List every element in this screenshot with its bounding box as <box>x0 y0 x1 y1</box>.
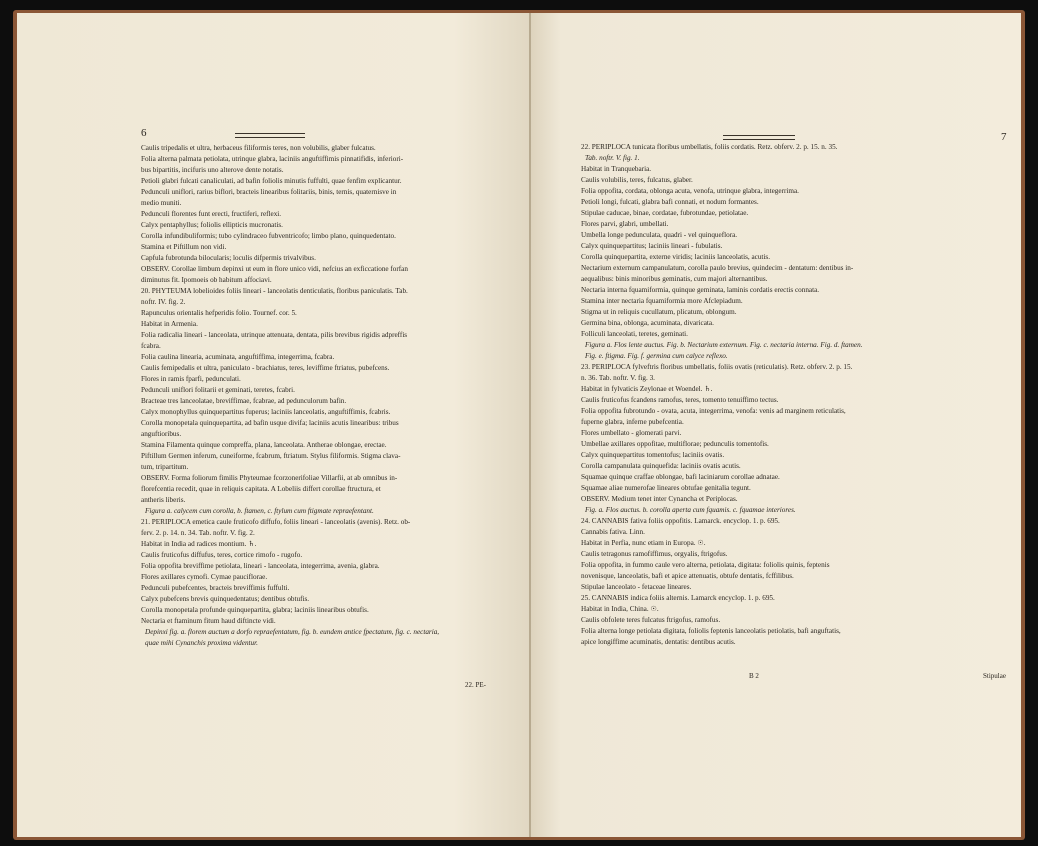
book-spread <box>13 10 1025 840</box>
text-line: Capfula fubrotunda bilocularis; loculis difpermis trivalvibus. <box>141 254 316 262</box>
text-line: Stipulae lanceolato - fetaceae lineares. <box>581 583 692 591</box>
text-line: OBSERV. Medium tenet inter Cynancha et Periplocas. <box>581 495 738 503</box>
text-line: Calyx quinquepartitus; laciniis lineari - fubulatis. <box>581 242 723 250</box>
text-line: 24. CANNABIS fativa foliis oppofitis. Lamarck. encyclop. 1. p. 695. <box>581 517 780 525</box>
text-line: n. 36. Tab. noftr. V. fig. 3. <box>581 374 655 382</box>
text-line: bus bipartitis, incifuris uno alterove dente notatis. <box>141 166 284 174</box>
left-page <box>17 13 531 837</box>
text-line: Caulis tetragonus ramofiffimus, orgyalis, ftrigofus. <box>581 550 728 558</box>
text-line: fuperne glabra, inferne pubefcentia. <box>581 418 684 426</box>
text-line: Corolla monopetala quinquepartita, ad bafin usque divifa; laciniis acutis linearibus: tribus <box>141 419 399 427</box>
text-line: fcabra. <box>141 342 161 350</box>
text-line: Figura a. Flos lente auctus. Fig. b. Nectarium externum. Fig. c. nectaria interna. Fig. d. ftamen. <box>585 341 863 349</box>
text-line: 20. PHYTEUMA lobelioides foliis lineari - lanceolatis denticulatis, floribus paniculatis. Tab. <box>141 287 408 295</box>
text-line: Stamina et Piftillum non vidi. <box>141 243 227 251</box>
text-line: OBSERV. Corollae limbum depinxi ut eum in flore unico vidi, nefcius an exficcatione forfan <box>141 265 408 273</box>
text-line: Petioli longi, fulcati, glabra bafi connati, et nodum formantes. <box>581 198 759 206</box>
signature-mark: B 2 <box>749 672 759 680</box>
text-line: Folia caulina linearia, acuminata, anguftiffima, integerrima, fcabra. <box>141 353 335 361</box>
text-line: Fig. a. Flos auctus. b. corolla aperta cum fquamis. c. fquamae interiores. <box>585 506 796 514</box>
text-line: Pedunculi uniflori folitarii et geminati, teretes, fcabri. <box>141 386 295 394</box>
text-line: Calyx pentaphyllus; foliolis ellipticis mucronatis. <box>141 221 283 229</box>
text-line: Bracteae tres lanceolatae, breviffimae, fcabrae, ad pedunculorum bafin. <box>141 397 347 405</box>
text-line: Stipulae caducae, binae, cordatae, fubrotundae, petiolatae. <box>581 209 749 217</box>
text-line: florefcentia recedit, quae in reliquis capitata. A Lobeliis differt corollae ftructura, et <box>141 485 381 493</box>
text-line: aequalibus: binis minoribus geminatis, cum majori alternantibus. <box>581 275 768 283</box>
text-line: Stamina Filamenta quinque compreffa, plana, lanceolata. Antherae oblongae, erectae. <box>141 441 387 449</box>
text-line: Pedunculi pubefcentes, bracteis breviffimis fuffulti. <box>141 584 290 592</box>
text-line: novenisque, lanceolatis, bafi et apice attenuatis, obtufe dentatis, fcffilibus. <box>581 572 794 580</box>
text-line: Calyx monophyllus quinquepartitus fuperus; laciniis lanceolatis, anguftiffimis, fcabris. <box>141 408 391 416</box>
catchword: Stipulae <box>983 672 1006 680</box>
text-line: Habitat in India, China. ☉. <box>581 605 659 613</box>
text-line: Flores parvi, glabri, umbellati. <box>581 220 669 228</box>
text-line: Caulis fruticofus diffufus, teres, cortice rimofo - rugofo. <box>141 551 303 559</box>
text-line: Calyx pubefcens brevis quinquedentatus; dentibus obtufis. <box>141 595 310 603</box>
text-line: 25. CANNABIS indica foliis alternis. Lamarck encyclop. 1. p. 695. <box>581 594 775 602</box>
text-line: 22. PERIPLOCA tunicata floribus umbellatis, foliis cordatis. Retz. obferv. 2. p. 15. n. 35. <box>581 143 838 151</box>
text-line: Folia oppofita fubrotundo - ovata, acuta, integerrima, venofa: venis ad marginem reticulatis, <box>581 407 846 415</box>
text-line: diminutus fit. Ipomoeis ob habitum affociavi. <box>141 276 272 284</box>
text-line: Corolla campanulata quinquefida: laciniis ovatis acutis. <box>581 462 741 470</box>
text-line: Tab. noftr. V. fig. 1. <box>585 154 640 162</box>
text-line: Habitat in Perfia, nunc etiam in Europa. ☉. <box>581 539 706 547</box>
text-line: Rapunculus orientalis hefperidis folio. Tournef. cor. 5. <box>141 309 297 317</box>
text-line: Squamae quinque craffae oblongae, bafi laciniarum corollae adnatae. <box>581 473 780 481</box>
text-line: Petioli glabri fulcati canaliculati, ad bafin foliolis minutis fuffulti, quae fenfim explicantur. <box>141 177 402 185</box>
text-line: Flores umbellato - glomerati parvi. <box>581 429 682 437</box>
text-line: Caulis femipedalis et ultra, paniculato - brachiatus, teres, leviffime ftriatus, pubefcens. <box>141 364 390 372</box>
text-line: ferv. 2. p. 14. n. 34. Tab. noftr. V. fig. 2. <box>141 529 255 537</box>
text-line: 23. PERIPLOCA fylveftris floribus umbellatis, foliis ovatis (reticulatis). Retz. obferv. 2. p. 15. <box>581 363 853 371</box>
text-line: Corolla infundibuliformis; tubo cylindraceo fubventricofo; limbo plano, quinquedentato. <box>141 232 396 240</box>
text-line: Folia alterna longe petiolata digitata, foliolis feptenis lanceolatis petiolatis, bafi anguftatis, <box>581 627 841 635</box>
page-number: 7 <box>1001 131 1007 143</box>
text-line: antheris liberis. <box>141 496 186 504</box>
text-line: Pedunculi uniflori, rarius biflori, bracteis linearibus folitariis, binis, ternis, quaternisve in <box>141 188 397 196</box>
text-line: Caulis tripedalis et ultra, herbaceus filiformis teres, non volubilis, glaber fulcatus. <box>141 144 376 152</box>
text-line: Nectaria interna fquamiformia, quinque geminata, laminis cordatis erectis connata. <box>581 286 820 294</box>
header-rule <box>723 135 795 140</box>
text-line: 21. PERIPLOCA emetica caule fruticofo diffufo, foliis lineari - lanceolatis (avenis). Retz. ob- <box>141 518 411 526</box>
text-line: Squamae aliae numerofae lineares obtufae genitalia tegunt. <box>581 484 751 492</box>
text-line: Habitat in fylvaticis Zeylonae et Woendel. ♄. <box>581 385 713 393</box>
right-page <box>531 13 1021 837</box>
text-line: Nectaria et ftaminum fitum haud diftincte vidi. <box>141 617 276 625</box>
text-line: Stamina inter nectaria fquamiformia more Afclepiadum. <box>581 297 743 305</box>
text-line: Depinxi fig. a. florem auctum a dorfo repraefentatum, fig. b. eundem antice fpectatum, fig. c. nectaria, <box>145 628 440 636</box>
text-line: anguftioribus. <box>141 430 182 438</box>
text-line: tum, tripartitum. <box>141 463 189 471</box>
text-line: Habitat in India ad radices montium. ♄. <box>141 540 257 548</box>
text-line: Folia oppofita, cordata, oblonga acuta, venofa, utrinque glabra, integerrima. <box>581 187 799 195</box>
text-line: Habitat in Tranquebaria. <box>581 165 652 173</box>
text-line: Folia oppofita, in fummo caule vero alterna, petiolata, digitata: foliolis quinis, feptenis <box>581 561 830 569</box>
text-line: Calyx quinquepartitus tomentofus; laciniis ovatis. <box>581 451 725 459</box>
text-line: medio muniti. <box>141 199 182 207</box>
text-line: quae mihi Cynanchis proxima videntur. <box>145 639 258 647</box>
text-line: Figura a. calycem cum corolla, b. ftamen, c. ftylum cum ftigmate repraefentant. <box>145 507 374 515</box>
text-line: Piftillum Germen inferum, cuneiforme, fcabrum, ftriatum. Stylus filiformis. Stigma clava- <box>141 452 401 460</box>
text-line: Umbellae axillares oppofitae, multiflorae; pedunculis tomentofis. <box>581 440 769 448</box>
text-line: Corolla monopetala profunde quinquepartita, glabra; laciniis linearibus obtufis. <box>141 606 369 614</box>
text-line: Caulis volubilis, teres, fulcatus, glaber. <box>581 176 693 184</box>
text-line: noftr. IV. fig. 2. <box>141 298 186 306</box>
text-line: apice longiffime acuminatis, dentatis: dentibus acutis. <box>581 638 736 646</box>
text-line: Cannabis fativa. Linn. <box>581 528 645 536</box>
text-line: Folia radicalia lineari - lanceolata, utrinque attenuata, dentata, pilis brevibus rigidis adpreffis <box>141 331 408 339</box>
text-line: Habitat in Armenia. <box>141 320 198 328</box>
text-line: OBSERV. Forma foliorum fimilis Phyteumae fcorzonerifoliae Villarfii, at ab omnibus in- <box>141 474 398 482</box>
text-line: Pedunculi florentes funt erecti, fructiferi, reflexi. <box>141 210 282 218</box>
text-line: Stigma ut in reliquis cucullatum, plicatum, oblongum. <box>581 308 737 316</box>
left-page-text <box>141 143 439 649</box>
text-line: Folia oppofita breviffime petiolata, lineari - lanceolata, integerrima, avenia, glabra. <box>141 562 380 570</box>
page-number: 6 <box>141 127 147 139</box>
text-line: Caulis fruticofus fcandens ramofus, teres, tomento tenuiffimo tectus. <box>581 396 779 404</box>
text-line: Folia alterna palmata petiolata, utrinque glabra, laciniis anguftiffimis pinnatifidis, inferiori- <box>141 155 404 163</box>
text-line: Fig. e. ftigma. Fig. f. germina cum calyce reflexo. <box>585 352 728 360</box>
catchword: 22. PE- <box>465 681 486 689</box>
text-line: Nectarium externum campanulatum, corolla paulo brevius, quindecim - dentatum: dentibus in- <box>581 264 854 272</box>
text-line: Caulis obfolete teres fulcatus ftrigofus, ramofus. <box>581 616 721 624</box>
header-rule <box>235 133 305 138</box>
text-line: Folliculi lanceolati, teretes, geminati. <box>581 330 688 338</box>
text-line: Umbella longe pedunculata, quadri - vel quinqueflora. <box>581 231 738 239</box>
text-line: Flores axillares cymofi. Cymae pauciflorae. <box>141 573 268 581</box>
text-line: Flores in ramis fparfi, pedunculati. <box>141 375 241 383</box>
text-line: Germina bina, oblonga, acuminata, divaricata. <box>581 319 714 327</box>
right-page-text <box>581 142 862 648</box>
text-line: Corolla quinquepartita, externe viridis; laciniis lanceolatis, acutis. <box>581 253 771 261</box>
